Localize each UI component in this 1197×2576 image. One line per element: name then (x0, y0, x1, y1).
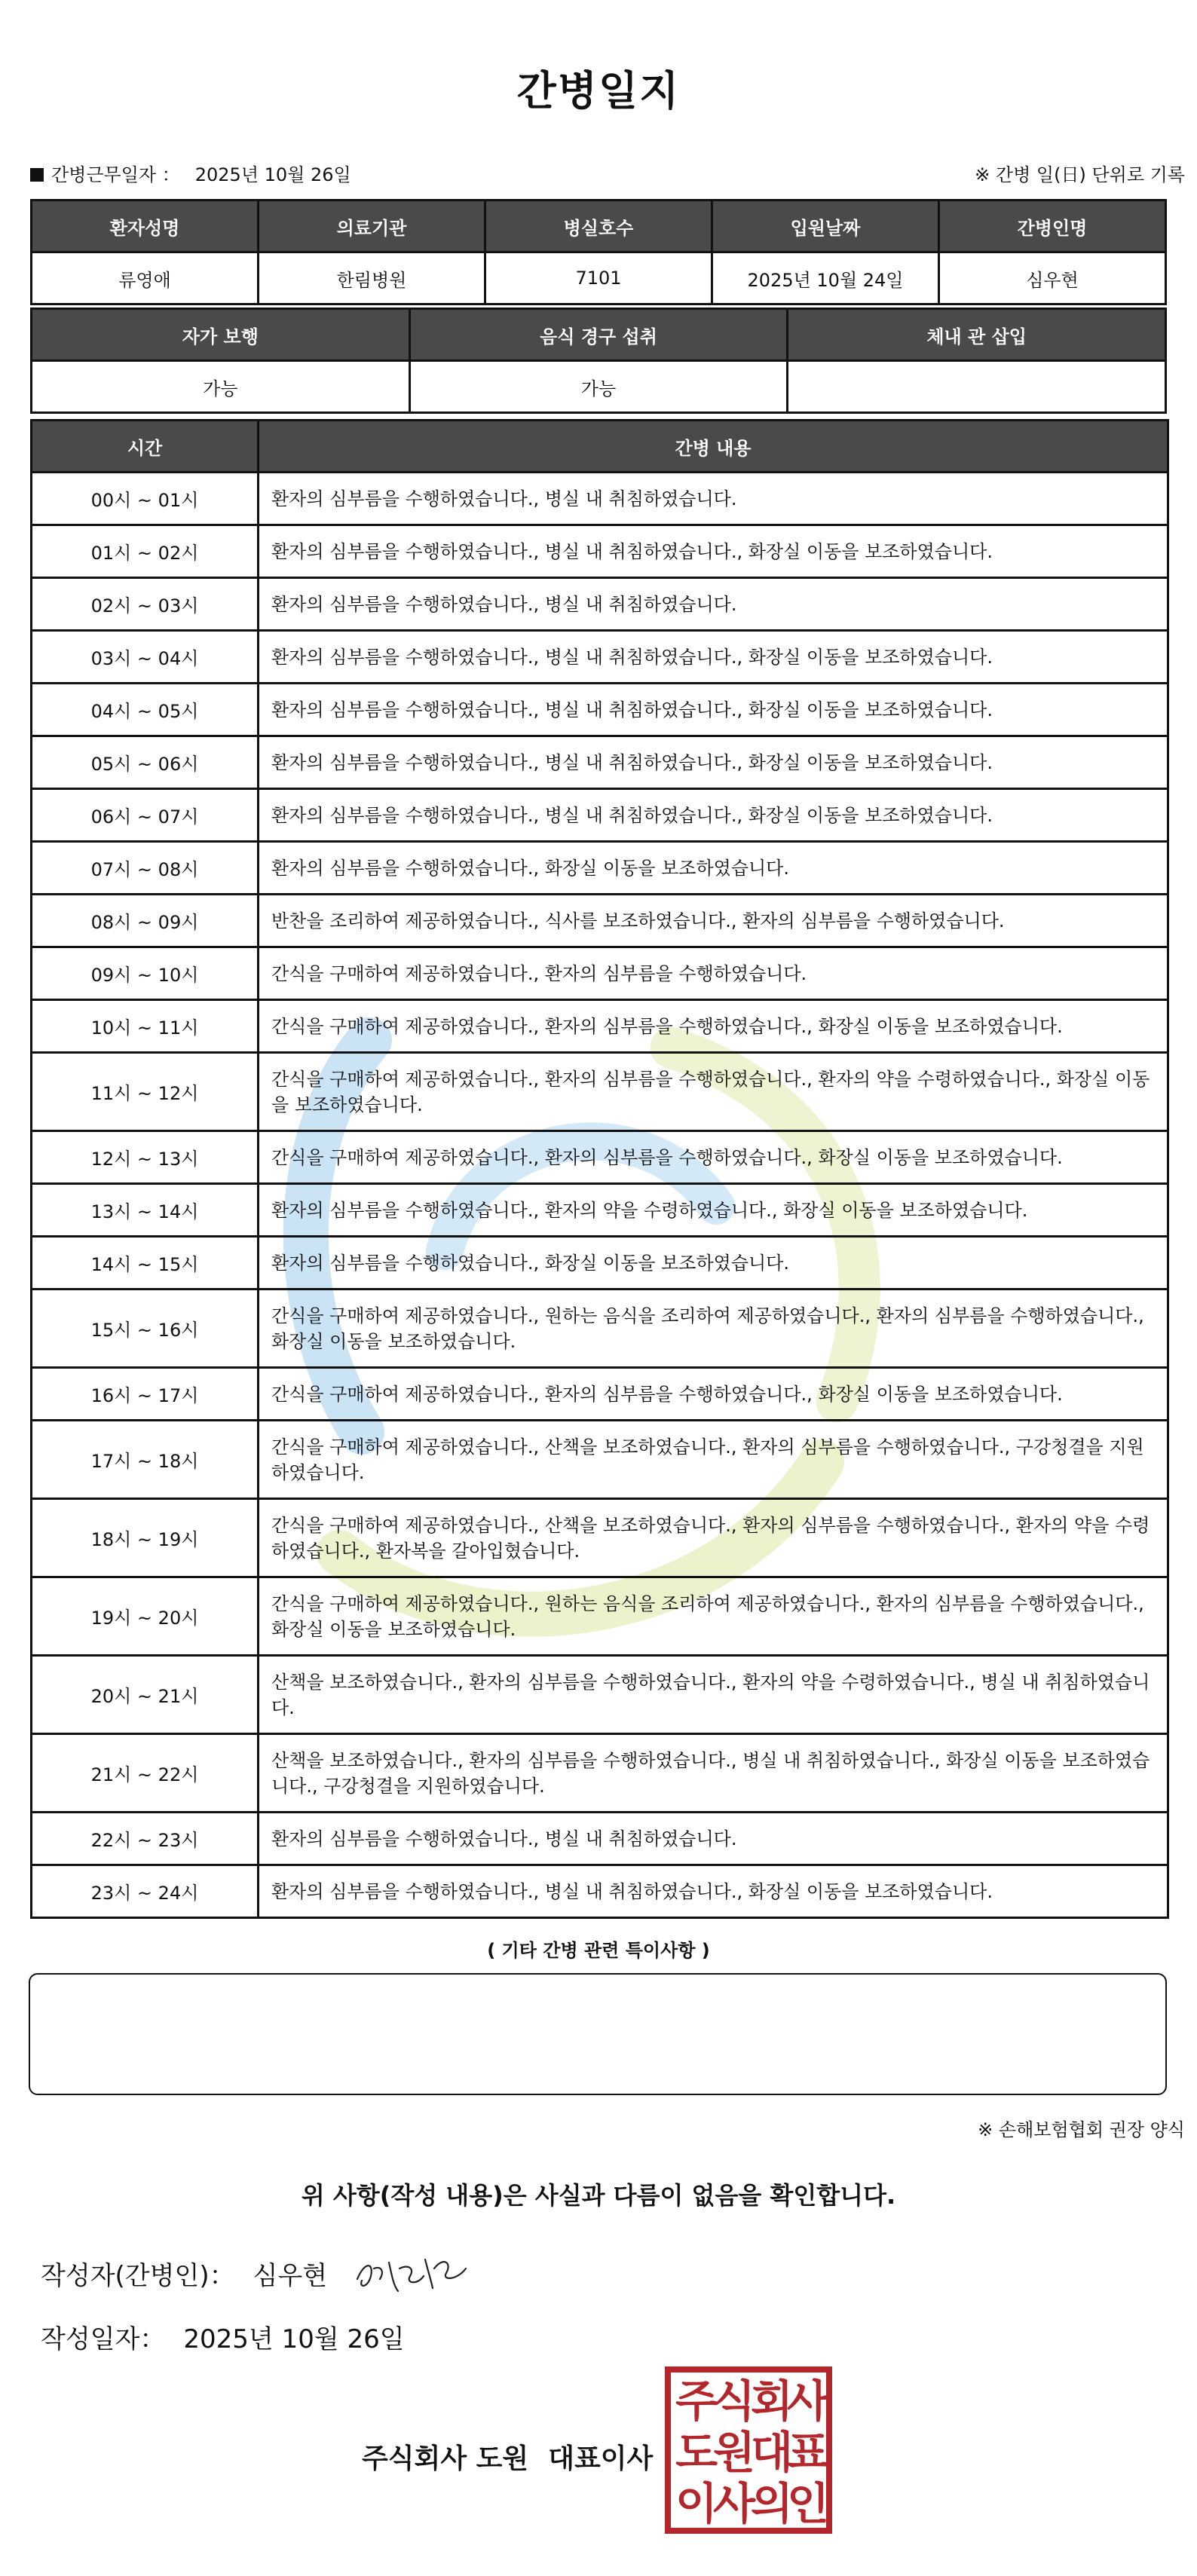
writer-label: 작성자(간병인)： (41, 2261, 235, 2291)
care-log-time: 04시 ~ 05시 (32, 684, 259, 736)
svg-text:대: 대 (750, 2427, 794, 2478)
care-log-row (32, 578, 1168, 631)
care-log-content: 간식을 구매하여 제공하였습니다., 환자의 심부름을 수행하였습니다., 환자의 약을 수령하였습니다., 화장실 이동을 보조하였습니다. (259, 1053, 1168, 1131)
care-log-row (32, 1368, 1168, 1421)
svg-text:표: 표 (786, 2427, 830, 2478)
care-log-content: 환자의 심부름을 수행하였습니다., 병실 내 취침하였습니다. (259, 1813, 1168, 1865)
care-log-time: 17시 ~ 18시 (32, 1421, 259, 1499)
care-log-content: 환자의 심부름을 수행하였습니다., 병실 내 취침하였습니다., 화장실 이동을 보조하였습니다. (259, 736, 1168, 789)
handwritten-signature-icon (351, 2246, 472, 2299)
content-header: 간병 내용 (259, 421, 1168, 473)
care-log-time: 00시 ~ 01시 (32, 473, 259, 525)
care-log-content: 간식을 구매하여 제공하였습니다., 산책을 보조하였습니다., 환자의 심부름을 수행하였습니다., 환자의 약을 수령하였습니다., 환자복을 갈아입혔습니다. (259, 1499, 1168, 1577)
work-date-line (30, 160, 351, 186)
confirmation-statement: 위 사항(작성 내용)은 사실과 다름이 없음을 확인합니다. (301, 2181, 896, 2210)
care-log-row (32, 684, 1168, 736)
care-log-time: 15시 ~ 16시 (32, 1290, 259, 1368)
care-log-row (32, 789, 1168, 842)
care-log-time: 09시 ~ 10시 (32, 947, 259, 1000)
care-log-row (32, 842, 1168, 895)
special-notes-title: ( 기타 간병 관련 특이사항 ) (487, 1940, 710, 1961)
care-log-time: 08시 ~ 09시 (32, 895, 259, 947)
care-log-row (32, 631, 1168, 684)
care-log-row (32, 947, 1168, 1000)
patient-name-value: 류영애 (32, 252, 259, 304)
care-log-row (32, 1865, 1168, 1918)
care-log-content: 간식을 구매하여 제공하였습니다., 환자의 심부름을 수행하였습니다., 화장실 이동을 보조하였습니다. (259, 1131, 1168, 1184)
ceo-title: 대표이사 (548, 2443, 654, 2474)
care-log-row (32, 1131, 1168, 1184)
care-log-content: 환자의 심부름을 수행하였습니다., 화장실 이동을 보조하였습니다. (259, 1237, 1168, 1290)
care-log-time: 06시 ~ 07시 (32, 789, 259, 842)
care-log-time: 16시 ~ 17시 (32, 1368, 259, 1421)
recommendation-note: ※ 손해보험협회 권장 양식 (978, 2119, 1185, 2140)
square-bullet-icon (30, 168, 44, 182)
care-log-row (32, 1499, 1168, 1577)
ability-table (30, 307, 1167, 414)
writer-line (41, 2255, 327, 2292)
svg-text:식: 식 (712, 2376, 756, 2427)
admission-date-header: 입원날짜 (712, 200, 939, 252)
care-log-time: 23시 ~ 24시 (32, 1865, 259, 1918)
care-log-content: 간식을 구매하여 제공하였습니다., 환자의 심부름을 수행하였습니다., 화장실 이동을 보조하였습니다. (259, 1000, 1168, 1053)
care-log-content: 환자의 심부름을 수행하였습니다., 병실 내 취침하였습니다., 화장실 이동을 보조하였습니다. (259, 631, 1168, 684)
svg-text:의: 의 (750, 2478, 794, 2529)
care-log-row (32, 1577, 1168, 1656)
care-log-table (30, 419, 1169, 1919)
self-walking-header: 자가 보행 (32, 309, 410, 361)
oral-intake-header: 음식 경구 섭취 (409, 309, 788, 361)
work-date-value: 2025년 10월 26일 (194, 164, 351, 185)
svg-text:사: 사 (786, 2376, 830, 2427)
care-log-row (32, 1237, 1168, 1290)
written-date-line (41, 2318, 405, 2355)
care-log-content: 환자의 심부름을 수행하였습니다., 병실 내 취침하였습니다. (259, 473, 1168, 525)
caregiver-value: 심우현 (939, 252, 1166, 304)
care-log-row (32, 1656, 1168, 1734)
care-log-content: 환자의 심부름을 수행하였습니다., 병실 내 취침하였습니다., 화장실 이동을 보조하였습니다. (259, 684, 1168, 736)
svg-text:도: 도 (675, 2427, 718, 2478)
work-date-label: 간병근무일자 ： (51, 164, 180, 185)
care-log-row (32, 1184, 1168, 1237)
care-log-content: 간식을 구매하여 제공하였습니다., 산책을 보조하였습니다., 환자의 심부름을 수행하였습니다., 구강청결을 지원하였습니다. (259, 1421, 1168, 1499)
care-log-time: 03시 ~ 04시 (32, 631, 259, 684)
care-log-row (32, 1421, 1168, 1499)
care-log-row (32, 1000, 1168, 1053)
care-log-row (32, 1290, 1168, 1368)
care-log-time: 01시 ~ 02시 (32, 525, 259, 578)
care-log-time: 21시 ~ 22시 (32, 1734, 259, 1813)
room-header: 병실호수 (485, 200, 712, 252)
written-date-label: 작성일자： (41, 2324, 166, 2354)
care-log-content: 환자의 심부름을 수행하였습니다., 병실 내 취침하였습니다. (259, 578, 1168, 631)
care-log-row (32, 736, 1168, 789)
written-date-value: 2025년 10월 26일 (183, 2324, 405, 2354)
self-walking-value: 가능 (32, 361, 410, 413)
patient-info-table (30, 199, 1167, 305)
svg-text:사: 사 (712, 2478, 756, 2529)
care-log-content: 산책을 보조하였습니다., 환자의 심부름을 수행하였습니다., 환자의 약을 수령하였습니다., 병실 내 취침하였습니다. (259, 1656, 1168, 1734)
unit-note: ※ 간병 일(日) 단위로 기록 (975, 164, 1185, 185)
care-log-time: 13시 ~ 14시 (32, 1184, 259, 1237)
oral-intake-value: 가능 (409, 361, 788, 413)
company-seal-stamp-icon (663, 2365, 834, 2535)
care-log-content: 간식을 구매하여 제공하였습니다., 원하는 음식을 조리하여 제공하였습니다., 환자의 심부름을 수행하였습니다., 화장실 이동을 보조하였습니다. (259, 1290, 1168, 1368)
room-value: 7101 (485, 252, 712, 304)
tube-insertion-header: 체내 관 삽입 (788, 309, 1166, 361)
care-log-row (32, 895, 1168, 947)
company-line (362, 2437, 653, 2476)
hospital-header: 의료기관 (259, 200, 485, 252)
care-log-time: 12시 ~ 13시 (32, 1131, 259, 1184)
svg-text:주: 주 (675, 2376, 718, 2427)
care-log-time: 19시 ~ 20시 (32, 1577, 259, 1656)
patient-name-header: 환자성명 (32, 200, 259, 252)
document-title: 간병일지 (516, 67, 681, 115)
svg-text:이: 이 (675, 2478, 718, 2529)
care-log-row (32, 1813, 1168, 1865)
care-log-time: 18시 ~ 19시 (32, 1499, 259, 1577)
writer-name: 심우현 (253, 2261, 328, 2291)
svg-text:회: 회 (750, 2376, 794, 2427)
care-log-row (32, 473, 1168, 525)
care-log-content: 간식을 구매하여 제공하였습니다., 환자의 심부름을 수행하였습니다., 화장실 이동을 보조하였습니다. (259, 1368, 1168, 1421)
care-log-time: 11시 ~ 12시 (32, 1053, 259, 1131)
care-log-content: 산책을 보조하였습니다., 환자의 심부름을 수행하였습니다., 병실 내 취침하였습니다., 화장실 이동을 보조하였습니다., 구강청결을 지원하였습니다. (259, 1734, 1168, 1813)
care-log-time: 20시 ~ 21시 (32, 1656, 259, 1734)
care-log-time: 14시 ~ 15시 (32, 1237, 259, 1290)
time-header: 시간 (32, 421, 259, 473)
care-log-row (32, 525, 1168, 578)
admission-date-value: 2025년 10월 24일 (712, 252, 939, 304)
care-log-time: 22시 ~ 23시 (32, 1813, 259, 1865)
hospital-value: 한림병원 (259, 252, 485, 304)
special-notes-box[interactable] (29, 1973, 1167, 2095)
care-log-time: 07시 ~ 08시 (32, 842, 259, 895)
svg-text:인: 인 (786, 2478, 830, 2529)
care-log-content: 환자의 심부름을 수행하였습니다., 화장실 이동을 보조하였습니다. (259, 842, 1168, 895)
care-log-content: 환자의 심부름을 수행하였습니다., 병실 내 취침하였습니다., 화장실 이동을 보조하였습니다. (259, 525, 1168, 578)
care-log-content: 반찬을 조리하여 제공하였습니다., 식사를 보조하였습니다., 환자의 심부름을 수행하였습니다. (259, 895, 1168, 947)
company-name: 주식회사 도원 (362, 2443, 529, 2474)
care-log-content: 간식을 구매하여 제공하였습니다., 환자의 심부름을 수행하였습니다. (259, 947, 1168, 1000)
care-log-time: 10시 ~ 11시 (32, 1000, 259, 1053)
tube-insertion-value (788, 361, 1166, 413)
svg-text:원: 원 (712, 2427, 756, 2478)
care-log-time: 05시 ~ 06시 (32, 736, 259, 789)
caregiver-header: 간병인명 (939, 200, 1166, 252)
care-log-row (32, 1734, 1168, 1813)
care-log-content: 간식을 구매하여 제공하였습니다., 원하는 음식을 조리하여 제공하였습니다., 환자의 심부름을 수행하였습니다., 화장실 이동을 보조하였습니다. (259, 1577, 1168, 1656)
care-log-content: 환자의 심부름을 수행하였습니다., 병실 내 취침하였습니다., 화장실 이동을 보조하였습니다. (259, 789, 1168, 842)
care-log-content: 환자의 심부름을 수행하였습니다., 병실 내 취침하였습니다., 화장실 이동을 보조하였습니다. (259, 1865, 1168, 1918)
care-log-row (32, 1053, 1168, 1131)
care-log-time: 02시 ~ 03시 (32, 578, 259, 631)
care-log-content: 환자의 심부름을 수행하였습니다., 환자의 약을 수령하였습니다., 화장실 이동을 보조하였습니다. (259, 1184, 1168, 1237)
care-log-rows (32, 473, 1168, 1918)
